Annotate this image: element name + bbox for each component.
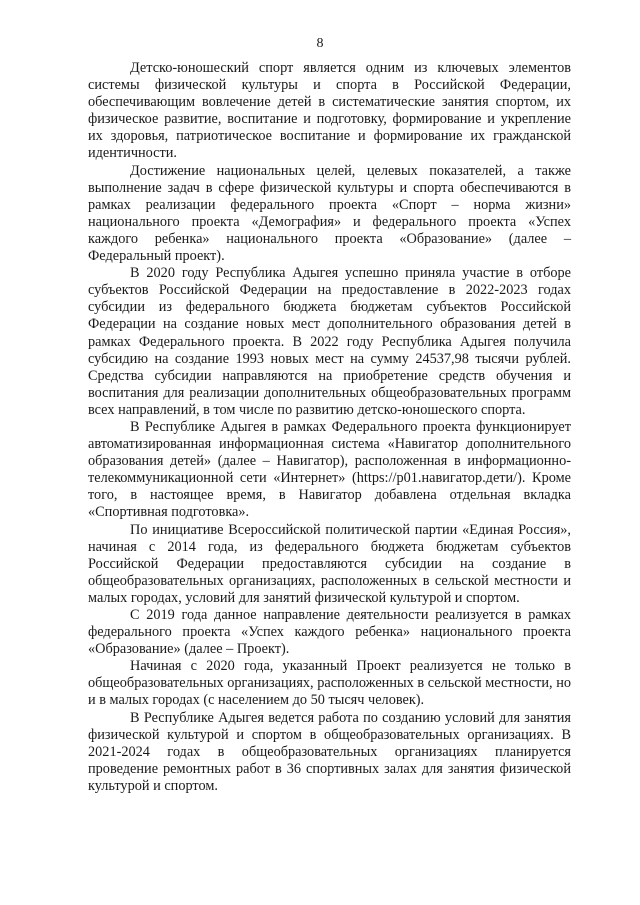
paragraph-youth-sport: Детско-юношеский спорт является одним из ключевых элементов системы физической культуры и спорта в Российской Федерации, обеспечивающим вовлечение детей в систематические занятия спортом, их физическое развитие, воспитание и подготовку, формирование и укрепление их здоровья, патриотическое воспитание и формирование их гражданской идентичности. bbox=[88, 60, 571, 162]
document-body bbox=[88, 60, 571, 795]
paragraph-subsidy-2020: В 2020 году Республика Адыгея успешно приняла участие в отборе субъектов Российской Федерации на предоставление в 2022-2023 годах субсидии из федерального бюджета бюджетам субъектов Российской Федерации на создание новых мест дополнительного образования детей в рамках Федерального проекта. В 2022 году Республика Адыгея получила субсидию на создание 1993 новых мест на сумму 24537,98 тысячи рублей. Средства субсидии направляются на приобретение средств обучения и воспитания для реализации дополнительных общеобразовательных программ всех направлений, в том числе по развитию детско-юношеского спорта. bbox=[88, 265, 571, 418]
paragraph-national-goals: Достижение национальных целей, целевых показателей, а также выполнение задач в сфере физической культуры и спорта обеспечиваются в рамках реализации федерального проекта «Спорт – норма жизни» национального проекта «Демография» и федерального проекта «Успех каждого ребенка» национального проекта «Образование» (далее – Федеральный проект). bbox=[88, 162, 571, 265]
paragraph-united-russia-initiative: По инициативе Всероссийской политической партии «Единая Россия», начиная с 2014 года, из федерального бюджета бюджетам субъектов Российской Федерации предоставляются субсидии на создание в общеобразовательных организациях, расположенных в сельской местности и малых городах, условий для занятий физической культурой и спортом. bbox=[88, 521, 571, 606]
paragraph-navigator: В Республике Адыгея в рамках Федерального проекта функционирует автоматизированная информационная система «Навигатор дополнительного образования детей» (далее – Навигатор), расположенная в информационно-телекоммуникационной сети «Интернет» (https://p01.навигатор.дети/). Кроме того, в настоящее время, в Навигатор добавлена отдельная вкладка «Спортивная подготовка». bbox=[88, 418, 571, 521]
paragraph-since-2020: Начиная с 2020 года, указанный Проект реализуется не только в общеобразовательных организациях, расположенных в сельской местности, но и в малых городах (с населением до 50 тысяч человек). bbox=[88, 658, 571, 709]
paragraph-repair-works: В Республике Адыгея ведется работа по созданию условий для занятия физической культурой и спортом в общеобразовательных организациях. В 2021-2024 годах в общеобразовательных организациях планируется проведение ремонтных работ в 36 спортивных залах для занятия физической культурой и спортом. bbox=[88, 709, 571, 794]
page-number: 8 bbox=[316, 36, 324, 51]
paragraph-since-2019: С 2019 года данное направление деятельности реализуется в рамках федерального проекта «Успех каждого ребенка» национального проекта «Образование» (далее – Проект). bbox=[88, 607, 571, 658]
